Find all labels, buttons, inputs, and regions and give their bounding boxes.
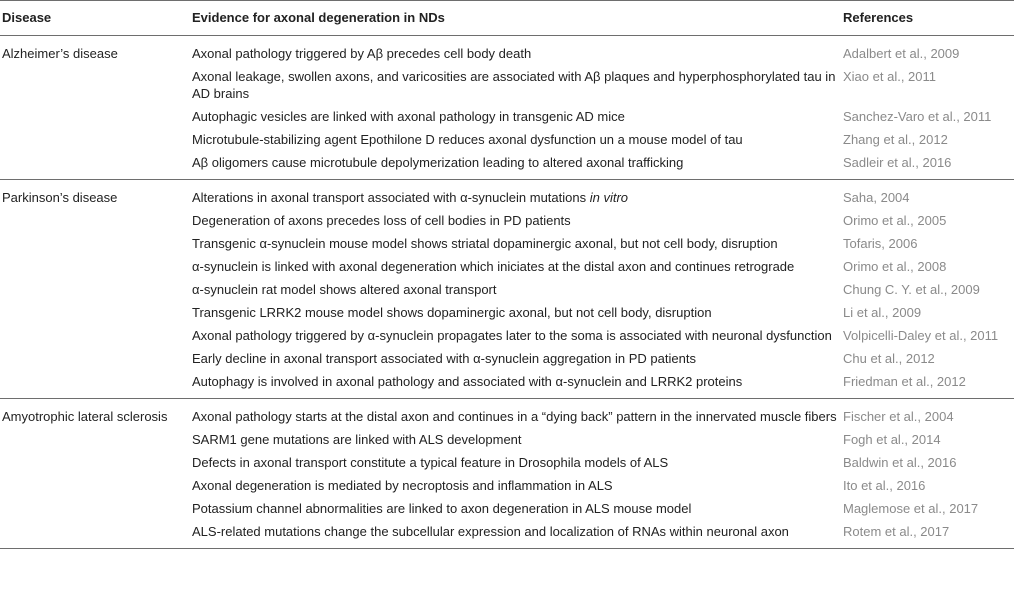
reference-link[interactable]: Orimo et al., 2008 xyxy=(843,259,947,274)
reference-link[interactable]: Sadleir et al., 2016 xyxy=(843,151,1014,180)
reference-link[interactable]: Ito et al., 2016 xyxy=(843,478,926,493)
reference-link[interactable]: Xiao et al., 2011 xyxy=(843,69,936,84)
disease-cell xyxy=(0,65,192,105)
table-row xyxy=(0,301,1014,324)
reference-link[interactable]: Chu et al., 2012 xyxy=(843,351,935,366)
evidence-text: Autophagic vesicles are linked with axonal pathology in transgenic AD mice xyxy=(192,109,625,124)
table-header xyxy=(0,1,1014,36)
evidence-text: Autophagy is involved in axonal pathology and associated with α-synuclein and LRRK2 proteins xyxy=(192,374,743,389)
evidence-cell xyxy=(192,520,843,549)
evidence-cell xyxy=(192,128,843,151)
reference-link[interactable]: Fogh et al., 2014 xyxy=(843,432,941,447)
reference-link[interactable]: Volpicelli-Daley et al., 2011 xyxy=(843,328,999,343)
disease-cell: Alzheimer’s disease xyxy=(2,46,118,61)
disease-cell: Parkinson’s disease xyxy=(2,190,118,205)
evidence-text: Potassium channel abnormalities are linked to axon degeneration in ALS mouse model xyxy=(192,501,692,516)
header-references: References xyxy=(843,1,1014,36)
evidence-cell xyxy=(192,370,843,399)
disease-cell xyxy=(0,301,192,324)
disease-cell xyxy=(0,232,192,255)
table-row xyxy=(0,36,1014,66)
evidence-cell xyxy=(192,347,843,370)
disease-cell xyxy=(0,451,192,474)
evidence-cell xyxy=(192,65,843,105)
disease-cell xyxy=(0,255,192,278)
table-row xyxy=(0,497,1014,520)
evidence-text: Degeneration of axons precedes loss of cell bodies in PD patients xyxy=(192,213,571,228)
disease-cell xyxy=(0,520,192,549)
disease-cell xyxy=(0,347,192,370)
evidence-text: Axonal pathology triggered by Aβ precedes cell body death xyxy=(192,46,532,61)
evidence-cell xyxy=(192,255,843,278)
reference-link[interactable]: Orimo et al., 2005 xyxy=(843,213,947,228)
table-row xyxy=(0,474,1014,497)
evidence-cell xyxy=(192,105,843,128)
evidence-cell xyxy=(192,209,843,232)
evidence-cell xyxy=(192,324,843,347)
evidence-cell xyxy=(192,301,843,324)
table-body xyxy=(0,36,1014,549)
table-row xyxy=(0,520,1014,549)
table-row xyxy=(0,399,1014,429)
table-row xyxy=(0,151,1014,180)
table-row xyxy=(0,105,1014,128)
table-row xyxy=(0,370,1014,399)
disease-cell xyxy=(0,474,192,497)
reference-link[interactable]: Maglemose et al., 2017 xyxy=(843,501,979,516)
table-row xyxy=(0,255,1014,278)
table-row xyxy=(0,278,1014,301)
evidence-cell xyxy=(192,36,843,66)
evidence-cell xyxy=(192,232,843,255)
table-row xyxy=(0,128,1014,151)
evidence-cell xyxy=(192,428,843,451)
reference-link[interactable]: Saha, 2004 xyxy=(843,190,910,205)
evidence-text: α-synuclein is linked with axonal degeneration which iniciates at the distal axon and continues retrograde xyxy=(192,259,795,274)
table-row xyxy=(0,65,1014,105)
evidence-text: Axonal pathology triggered by α-synuclein propagates later to the soma is associated with neuronal dysfunction xyxy=(192,328,832,343)
table-row xyxy=(0,428,1014,451)
evidence-text: Early decline in axonal transport associated with α-synuclein aggregation in PD patients xyxy=(192,351,696,366)
reference-link[interactable]: Sanchez-Varo et al., 2011 xyxy=(843,109,992,124)
evidence-italic-text: in vitro xyxy=(589,190,629,205)
evidence-text: Defects in axonal transport constitute a typical feature in Drosophila models of ALS xyxy=(192,455,669,470)
table-row xyxy=(0,451,1014,474)
evidence-text: Transgenic LRRK2 mouse model shows dopaminergic axonal, but not cell body, disruption xyxy=(192,305,712,320)
reference-link[interactable]: Fischer et al., 2004 xyxy=(843,409,954,424)
evidence-text: Aβ oligomers cause microtubule depolymerization leading to altered axonal trafficking xyxy=(192,155,684,170)
evidence-text: Axonal degeneration is mediated by necroptosis and inflammation in ALS xyxy=(192,478,613,493)
evidence-text: ALS-related mutations change the subcellular expression and localization of RNAs within neuronal axon xyxy=(192,524,789,539)
header-row xyxy=(0,1,1014,36)
evidence-cell xyxy=(192,151,843,180)
reference-link[interactable]: Li et al., 2009 xyxy=(843,305,922,320)
reference-link[interactable]: Tofaris, 2006 xyxy=(843,236,918,251)
header-evidence: Evidence for axonal degeneration in NDs xyxy=(192,1,843,36)
evidence-cell xyxy=(192,474,843,497)
disease-cell xyxy=(0,370,192,399)
table-row xyxy=(0,347,1014,370)
disease-cell xyxy=(0,128,192,151)
evidence-text: SARM1 gene mutations are linked with ALS development xyxy=(192,432,522,447)
disease-cell xyxy=(0,151,192,180)
disease-cell xyxy=(0,428,192,451)
reference-link[interactable]: Friedman et al., 2012 xyxy=(843,370,1014,399)
disease-cell xyxy=(0,324,192,347)
evidence-text: Microtubule-stabilizing agent Epothilone D reduces axonal dysfunction un a mouse model of tau xyxy=(192,132,743,147)
reference-link[interactable]: Rotem et al., 2017 xyxy=(843,520,1014,549)
reference-link[interactable]: Zhang et al., 2012 xyxy=(843,132,948,147)
disease-cell xyxy=(0,209,192,232)
table-row xyxy=(0,232,1014,255)
disease-cell xyxy=(0,278,192,301)
reference-link[interactable]: Baldwin et al., 2016 xyxy=(843,455,957,470)
disease-cell xyxy=(0,497,192,520)
disease-cell: Amyotrophic lateral sclerosis xyxy=(2,409,168,424)
header-disease: Disease xyxy=(0,1,192,36)
evidence-cell xyxy=(192,180,843,210)
table-row xyxy=(0,324,1014,347)
evidence-text: α-synuclein rat model shows altered axonal transport xyxy=(192,282,497,297)
evidence-text: Transgenic α-synuclein mouse model shows striatal dopaminergic axonal, but not cell body, disruption xyxy=(192,236,778,251)
evidence-cell xyxy=(192,497,843,520)
table-row xyxy=(0,180,1014,210)
disease-cell xyxy=(0,105,192,128)
evidence-text: Alterations in axonal transport associated with α-synuclein mutations xyxy=(192,190,590,205)
evidence-text: Axonal leakage, swollen axons, and varicosities are associated with Aβ plaques and hyperphosphorylated tau in AD brains xyxy=(192,69,836,101)
table-row xyxy=(0,209,1014,232)
reference-link[interactable]: Chung C. Y. et al., 2009 xyxy=(843,282,980,297)
reference-link[interactable]: Adalbert et al., 2009 xyxy=(843,46,960,61)
evidence-cell xyxy=(192,278,843,301)
evidence-cell xyxy=(192,399,843,429)
evidence-text: Axonal pathology starts at the distal axon and continues in a “dying back” pattern in the innervated muscle fibers xyxy=(192,409,837,424)
evidence-cell xyxy=(192,451,843,474)
